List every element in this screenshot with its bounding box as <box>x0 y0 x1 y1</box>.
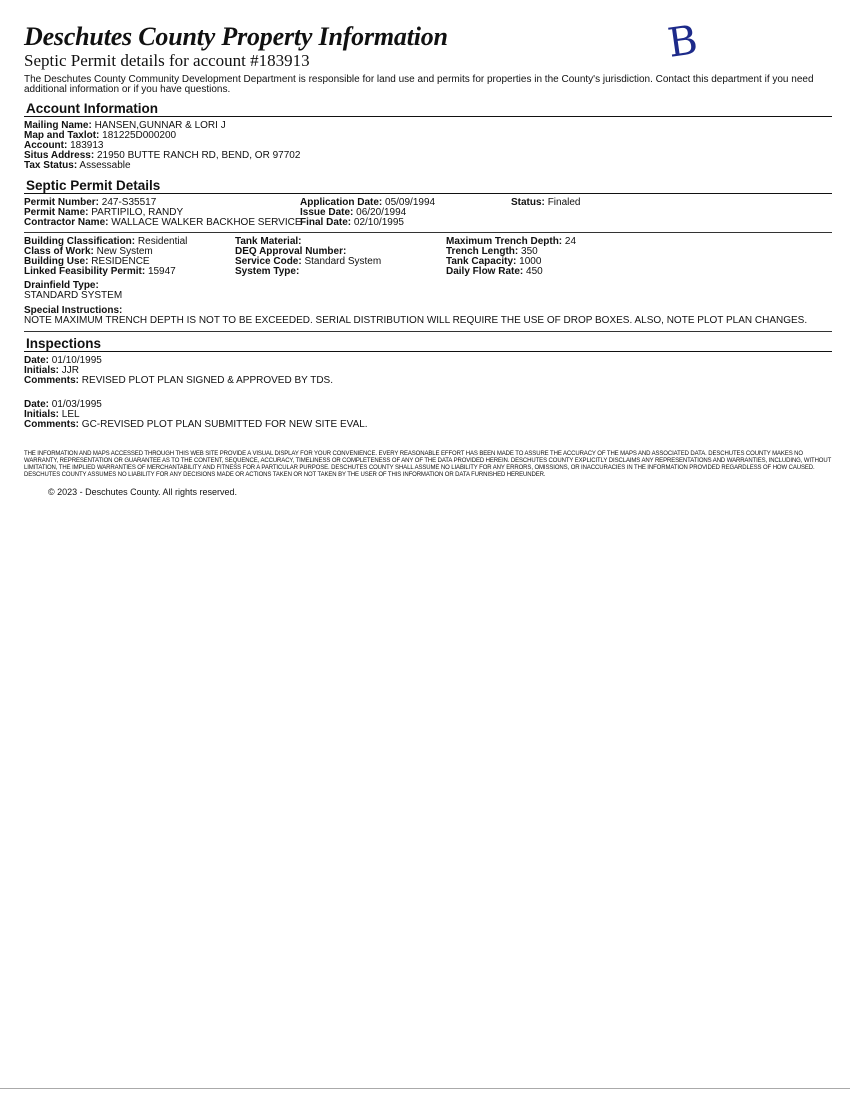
building-class-value: Residential <box>137 236 188 247</box>
permit-number-label: Permit Number: <box>24 197 100 208</box>
inspection-date <box>24 400 832 410</box>
system-details <box>24 237 832 277</box>
map-taxlot-field <box>24 131 832 141</box>
tank-capacity-label: Tank Capacity: <box>446 256 517 267</box>
status-label: Status: <box>511 197 545 208</box>
system-col-1 <box>24 237 235 277</box>
linked-permit-field <box>24 267 235 277</box>
max-trench-label: Maximum Trench Depth: <box>446 236 563 247</box>
inspection-date-label: Date: <box>24 355 50 366</box>
tax-status-value: Assessable <box>79 160 131 171</box>
system-col-3 <box>446 237 576 277</box>
permit-col-2 <box>300 198 511 228</box>
final-date-label: Final Date: <box>300 217 352 228</box>
building-use-label: Building Use: <box>24 256 89 267</box>
service-code-label: Service Code: <box>235 256 302 267</box>
septic-divider <box>24 193 832 194</box>
account-value: 183913 <box>70 140 104 151</box>
intro-text: The Deschutes County Community Development Department is responsible for land use and permits for properties in the County's jurisdiction. Contact this department if you need additional information or if you have questions. <box>24 74 814 95</box>
inspection-comments-label: Comments: <box>24 419 80 430</box>
building-use-value: RESIDENCE <box>91 256 150 267</box>
deq-approval-label: DEQ Approval Number: <box>235 246 347 257</box>
inspection-initials-label: Initials: <box>24 409 60 420</box>
legal-disclaimer: THE INFORMATION AND MAPS ACCESSED THROUGH THIS WEB SITE PROVIDE A VISUAL DISPLAY FOR YOUR CONVENIENCE. EVERY REASONABLE EFFORT HAS BEEN MADE TO ASSURE THE ACCURACY OF THE MAPS AND ASSOCIATED DATA. DESCHUTES COUNTY MAKES NO WARRANTY, REPRESENTATION OR GUARANTEE AS TO THE CONTENT, SEQUENCE, ACCURACY, TIMELINESS OR COMPLETENESS OF ANY OF THE DATA PROVIDED HEREIN. DESCHUTES COUNTY EXPLICITLY DISCLAIMS ANY REPRESENTATIONS AND WARRANTIES, INCLUDING, WITHOUT LIMITATION, THE IMPLIED WARRANTIES OF MERCHANTABILITY AND FITNESS FOR A PARTICULAR PURPOSE. DESCHUTES COUNTY SHALL ASSUME NO LIABILITY FOR ANY ERRORS, OMISSIONS, OR INACCURACIES IN THE INFORMATION PROVIDED REGARDLESS OF HOW CAUSED. DESCHUTES COUNTY ASSUMES NO LIABILITY FOR ANY DECISIONS MADE OR ACTIONS TAKEN OR NOT TAKEN BY THE USER OF THIS INFORMATION OR DATA FURNISHED HEREUNDER. <box>24 451 832 478</box>
special-instructions-block <box>24 306 832 326</box>
trench-length-value: 350 <box>521 246 538 257</box>
page-bottom-edge <box>0 1088 850 1089</box>
system-col-2 <box>235 237 446 277</box>
inspection-comments <box>24 420 832 430</box>
septic-heading: Septic Permit Details <box>26 178 161 193</box>
trench-length-label: Trench Length: <box>446 246 519 257</box>
inspection-item-2 <box>24 400 832 430</box>
class-of-work-label: Class of Work: <box>24 246 94 257</box>
status-value: Finaled <box>547 197 581 208</box>
inspection-date-value: 01/10/1995 <box>51 355 102 366</box>
permit-col-3 <box>511 198 581 228</box>
inspections-divider <box>24 351 832 352</box>
special-instructions-value: NOTE MAXIMUM TRENCH DEPTH IS NOT TO BE EXCEEDED. SERIAL DISTRIBUTION WILL REQUIRE THE USE OF DROP BOXES. ALSO, NOTE PLOT PLAN CHANGES. <box>24 315 808 326</box>
account-label: Account: <box>24 140 68 151</box>
inspection-date <box>24 356 832 366</box>
contractor-value: WALLACE WALKER BACKHOE SERVICE <box>111 217 302 228</box>
inspection-comments-value: GC-REVISED PLOT PLAN SUBMITTED FOR NEW SITE EVAL. <box>81 419 368 430</box>
permit-name-value: PARTIPILO, RANDY <box>91 207 184 218</box>
inspection-initials-value: JJR <box>61 365 80 376</box>
issue-date-value: 06/20/1994 <box>356 207 407 218</box>
issue-date-label: Issue Date: <box>300 207 354 218</box>
class-of-work-value: New System <box>96 246 153 257</box>
special-instructions-label-text: Special Instructions: <box>24 305 123 316</box>
final-date-field <box>300 218 511 228</box>
inspection-initials-value: LEL <box>61 409 80 420</box>
situs-address-value: 21950 BUTTE RANCH RD, BEND, OR 97702 <box>96 150 301 161</box>
page-subtitle: Septic Permit details for account #183913 <box>24 51 310 70</box>
contractor-label: Contractor Name: <box>24 217 109 228</box>
tank-material-label: Tank Material: <box>235 236 302 247</box>
daily-flow-value: 450 <box>526 266 543 277</box>
inspections-heading: Inspections <box>26 336 102 351</box>
building-class-label: Building Classification: <box>24 236 136 247</box>
linked-permit-value: 15947 <box>147 266 176 277</box>
linked-permit-label: Linked Feasibility Permit: <box>24 266 146 277</box>
final-date-value: 02/10/1995 <box>353 217 404 228</box>
max-trench-value: 24 <box>564 236 577 247</box>
special-divider <box>24 331 832 332</box>
situs-address-field <box>24 151 832 161</box>
tax-status-label: Tax Status: <box>24 160 78 171</box>
inspection-date-value: 01/03/1995 <box>51 399 102 410</box>
mailing-name-label: Mailing Name: <box>24 120 92 131</box>
daily-flow-label: Daily Flow Rate: <box>446 266 524 277</box>
inspection-initials-label: Initials: <box>24 365 60 376</box>
map-taxlot-value: 181225D000200 <box>102 130 177 141</box>
copyright-notice: © 2023 - Deschutes County. All rights reserved. <box>48 487 238 497</box>
page-title: Deschutes County Property Information <box>24 22 448 51</box>
tank-capacity-value: 1000 <box>519 256 542 267</box>
inspection-comments-value: REVISED PLOT PLAN SIGNED & APPROVED BY TDS. <box>81 375 333 386</box>
account-divider <box>24 116 832 117</box>
contractor-field <box>24 218 300 228</box>
account-heading: Account Information <box>26 101 158 116</box>
service-code-value: Standard System <box>304 256 382 267</box>
application-date-value: 05/09/1994 <box>385 197 436 208</box>
inspection-item-1 <box>24 356 832 386</box>
handwritten-mark: B <box>664 17 701 67</box>
permit-summary <box>24 198 832 228</box>
application-date-label: Application Date: <box>300 197 383 208</box>
permit-divider <box>24 232 832 233</box>
permit-name-label: Permit Name: <box>24 207 89 218</box>
document-page <box>24 17 832 497</box>
mailing-name-value: HANSEN,GUNNAR & LORI J <box>94 120 226 131</box>
inspection-comments-label: Comments: <box>24 375 80 386</box>
inspection-date-label: Date: <box>24 399 50 410</box>
situs-address-label: Situs Address: <box>24 150 95 161</box>
status-field <box>511 198 581 208</box>
account-fields <box>24 121 832 171</box>
daily-flow-field <box>446 267 576 277</box>
tax-status-field <box>24 161 832 171</box>
map-taxlot-label: Map and Taxlot: <box>24 130 100 141</box>
drainfield-label-text: Drainfield Type: <box>24 280 99 291</box>
system-type-label: System Type: <box>235 266 300 277</box>
drainfield-block <box>24 281 832 301</box>
system-type-field <box>235 267 446 277</box>
drainfield-value: STANDARD SYSTEM <box>24 290 123 301</box>
inspection-comments <box>24 376 832 386</box>
permit-col-1 <box>24 198 300 228</box>
permit-number-value: 247-S35517 <box>101 197 157 208</box>
drainfield-label <box>24 281 832 291</box>
